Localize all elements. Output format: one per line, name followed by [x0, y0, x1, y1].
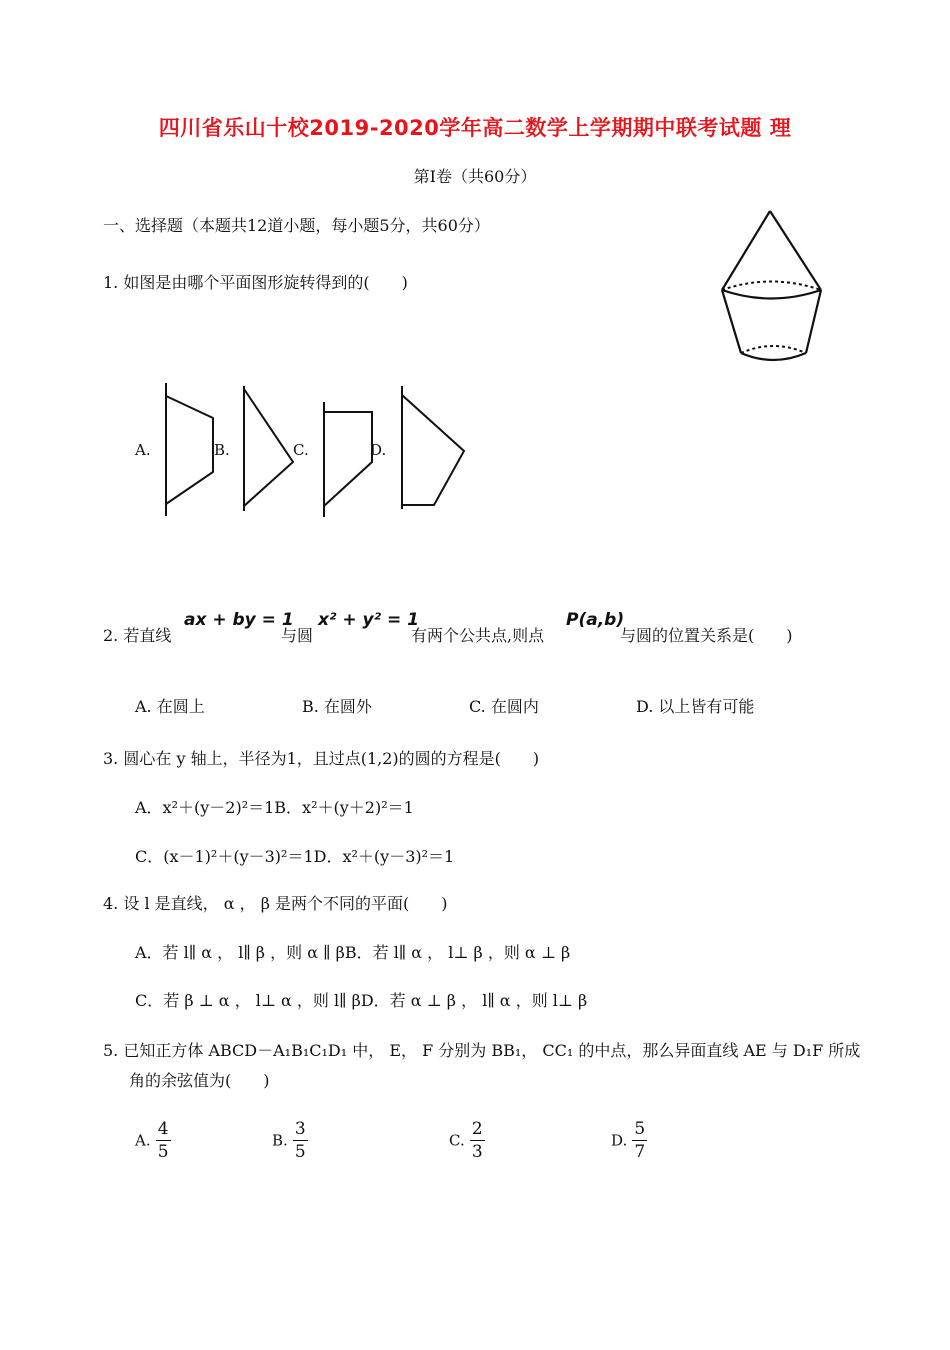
question-5-text-line2: 角的余弦值为( ): [129, 1071, 270, 1090]
q5-option-d: [611, 1118, 647, 1163]
q4-options-ab: A．若 l∥ α ， l∥ β ，则 α ∥ βB．若 l∥ α ， l⊥ β ，则 α ⊥ β: [135, 943, 571, 962]
q5-option-a-fraction: [156, 1118, 171, 1163]
q5-option-d-fraction: [632, 1118, 647, 1163]
q1-option-b-label: B.: [214, 441, 230, 459]
question-2-mid1: 与圆: [281, 626, 314, 645]
section-subtitle: 第Ⅰ卷（共60分）: [413, 167, 537, 186]
denominator: 7: [634, 1142, 646, 1162]
q1-option-c-shape: [320, 400, 380, 520]
q5-option-b-fraction: [293, 1118, 308, 1163]
q2-option-d: D. 以上皆有可能: [636, 697, 755, 716]
q5-option-a: [135, 1118, 171, 1163]
q5-option-d-label: D.: [611, 1131, 628, 1150]
q2-option-b: B. 在圆外: [302, 697, 372, 716]
question-2-mid2: 有两个公共点,则点: [411, 626, 545, 645]
q5-option-a-label: A.: [135, 1131, 151, 1150]
page-title: 四川省乐山十校2019-2020学年高二数学上学期期中联考试题 理: [158, 116, 792, 140]
question-4-text: 4. 设 l 是直线， α ， β 是两个不同的平面( ): [103, 894, 448, 913]
question-5-text-line1: 5. 已知正方体 ABCD－A₁B₁C₁D₁ 中， E， F 分别为 BB₁， CC₁ 的中点，那么异面直线 AE 与 D₁F 所成: [103, 1041, 861, 1060]
q4-options-cd: C．若 β ⊥ α ， l⊥ α ，则 l∥ βD．若 α ⊥ β ， l∥ α ，则 l⊥ β: [135, 991, 588, 1010]
q2-point: P(a,b): [566, 610, 625, 630]
q2-option-a: A. 在圆上: [135, 697, 205, 716]
denominator: 3: [471, 1142, 483, 1162]
numerator: 2: [471, 1119, 483, 1139]
q3-options-ab: A．x²＋(y－2)²＝1B．x²＋(y＋2)²＝1: [135, 798, 414, 817]
q2-circle-equation: x² + y² = 1: [318, 610, 419, 630]
q2-option-c: C. 在圆内: [469, 697, 539, 716]
question-2-prefix: 2. 若直线: [103, 626, 172, 645]
numerator: 4: [157, 1119, 169, 1139]
denominator: 5: [294, 1142, 306, 1162]
solid-figure: [712, 205, 832, 375]
q1-option-a-label: A.: [135, 441, 151, 459]
q5-option-b-label: B.: [272, 1131, 288, 1150]
q5-option-c-fraction: [470, 1118, 485, 1163]
denominator: 5: [157, 1142, 169, 1162]
q1-option-d-label: D.: [370, 441, 387, 459]
section-heading: 一、选择题（本题共12道小题，每小题5分，共60分）: [103, 216, 490, 235]
q2-line-equation: ax + by = 1: [184, 610, 294, 630]
numerator: 5: [634, 1119, 646, 1139]
q3-options-cd: C．(x－1)²＋(y－3)²＝1D．x²＋(y－3)²＝1: [135, 847, 455, 866]
q5-option-c: [449, 1118, 485, 1163]
q1-option-d-shape: [398, 383, 468, 513]
question-3-text: 3. 圆心在 y 轴上，半径为1，且过点(1,2)的圆的方程是( ): [103, 749, 540, 768]
q5-option-c-label: C.: [449, 1131, 465, 1150]
q1-option-c-label: C.: [293, 441, 309, 459]
q1-option-a-shape: [160, 380, 220, 520]
q5-option-b: [272, 1118, 308, 1163]
numerator: 3: [294, 1119, 306, 1139]
q1-option-b-shape: [240, 383, 300, 513]
question-1-text: 1. 如图是由哪个平面图形旋转得到的( ): [103, 273, 408, 292]
question-2-suffix: 与圆的位置关系是( ): [620, 626, 793, 645]
